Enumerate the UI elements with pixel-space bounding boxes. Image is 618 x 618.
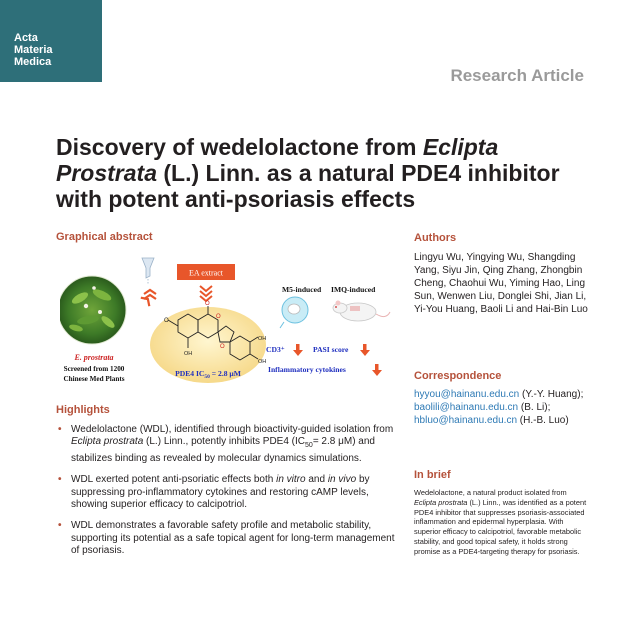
highlight-italic: in vivo: [327, 474, 357, 486]
correspondence-heading: Correspondence: [414, 370, 502, 382]
list-item: [56, 474, 396, 511]
cd3-label: CD3⁺: [266, 345, 285, 354]
cell-icon: [280, 297, 308, 328]
ic50-value: = 2.8 μM: [209, 369, 241, 378]
authors-heading: Authors: [414, 232, 457, 244]
ic50-subscript: 50: [204, 374, 210, 380]
highlight-text: by suppressing pro-inflammatory cytokines and restoring cAMP levels, showing superior efficacy to calcipotriol.: [71, 474, 370, 511]
highlights-list: [56, 424, 396, 567]
oh-label: OH: [258, 359, 267, 365]
ic50-prefix: PDE4 IC: [175, 369, 205, 378]
o-label: O: [164, 318, 169, 324]
chevron-arrow-icon: [141, 290, 156, 306]
brief-italic: Eclipta prostrata: [414, 497, 468, 507]
chevron-down-icon: [200, 286, 212, 301]
title-italic: Eclipta Prostrata: [56, 134, 499, 186]
article-type: Research Article: [450, 66, 584, 85]
correspondence-name: (B. Li);: [518, 402, 551, 413]
title-part-2: (L.) Linn. as a natural PDE4 inhibitor with potent anti-psoriasis effects: [56, 160, 560, 212]
authors-list: Lingyu Wu, Yingying Wu, Shangding Yang, Siyu Jin, Qing Zhang, Zhongbin Cheng, Chaohui Wu, Yiming Hao, Ling Sun, Wenwen Liu, Donglei Shi, Jian Li, Yi-You Huang, Baoli Li and Hai-Bin Luo: [414, 252, 588, 315]
brief-text: Wedelolactone, a natural product isolated from: [414, 488, 567, 497]
highlight-text: (L.) Linn., potently inhibits PDE4 (IC: [143, 436, 306, 448]
journal-logo: [0, 0, 102, 82]
screened-line-1: Screened from 1200: [63, 365, 125, 373]
o-label: O: [220, 344, 225, 350]
species-label: E. prostrata: [74, 353, 114, 362]
email-link[interactable]: hyyou@hainanu.edu.cn: [414, 389, 520, 400]
email-link[interactable]: hbluo@hainanu.edu.cn: [414, 415, 518, 426]
plant-photo: [60, 276, 126, 344]
correspondence-name: (H.-B. Luo): [517, 415, 569, 426]
correspondence-name: (Y.-Y. Huang);: [519, 389, 584, 400]
o-label: O: [205, 301, 210, 307]
mouse-icon: [333, 301, 390, 322]
oh-label: OH: [258, 336, 267, 342]
arrow-down-icon: [372, 364, 382, 376]
arrow-down-icon: [360, 344, 370, 356]
highlight-text: = 2.8 μM) and stabilizes binding as revealed by molecular dynamics simulations.: [71, 436, 375, 464]
in-brief-heading: In brief: [414, 469, 451, 481]
logo-line-3: Medica: [14, 56, 52, 68]
highlight-text: and: [305, 474, 328, 486]
correspondence: [414, 388, 594, 427]
highlight-text: WDL demonstrates a favorable safety profile and metabolic stability, supporting its potential as a safe topical agent for long-term management of psoriasis.: [71, 520, 395, 557]
cytokines-label: Inflammatory cytokines: [268, 365, 346, 374]
o-label: O: [216, 314, 221, 320]
m5-induced-label: M5-induced: [282, 285, 322, 294]
email-link[interactable]: baolili@hainanu.edu.cn: [414, 402, 519, 413]
imq-induced-label: IMQ-induced: [331, 285, 376, 294]
arrow-down-icon: [293, 344, 303, 356]
highlight-text: Wedelolactone (WDL), identified through bioactivity-guided isolation from: [71, 424, 394, 435]
list-item: [56, 424, 396, 465]
oh-label: OH: [184, 351, 193, 357]
pasi-label: PASI score: [313, 345, 349, 354]
highlight-italic: in vitro: [276, 474, 306, 486]
brief-text: (L.) Linn., was identified as a potent PDE4 inhibitor that suppresses psoriasis-associated inflammation and epidermal hyperplasia. With superior efficacy to calcipotriol, favorable metabolic stability, and good topical safety, it holds strong promise as a PDE4-targeting therapy for psoriasis.: [414, 497, 587, 556]
highlight-text: WDL exerted potent anti-psoriatic effects both: [71, 474, 277, 486]
funnel-icon: [142, 258, 154, 284]
logo-line-2: Materia: [14, 44, 53, 56]
ea-extract-label: EA extract: [189, 268, 223, 278]
highlights-heading: Highlights: [56, 404, 110, 416]
logo-line-1: Acta: [14, 32, 38, 44]
list-item: [56, 520, 396, 557]
article-title: [56, 134, 576, 212]
graphical-abstract-heading: Graphical abstract: [56, 231, 153, 243]
highlight-italic: Eclipta prostrata: [71, 436, 144, 448]
highlight-subscript: 50: [305, 442, 313, 450]
graphical-abstract-figure: [60, 250, 395, 395]
in-brief-text: [414, 488, 590, 557]
title-part-1: Discovery of wedelolactone from: [56, 134, 423, 160]
screened-line-2: Chinese Med Plants: [63, 375, 125, 383]
